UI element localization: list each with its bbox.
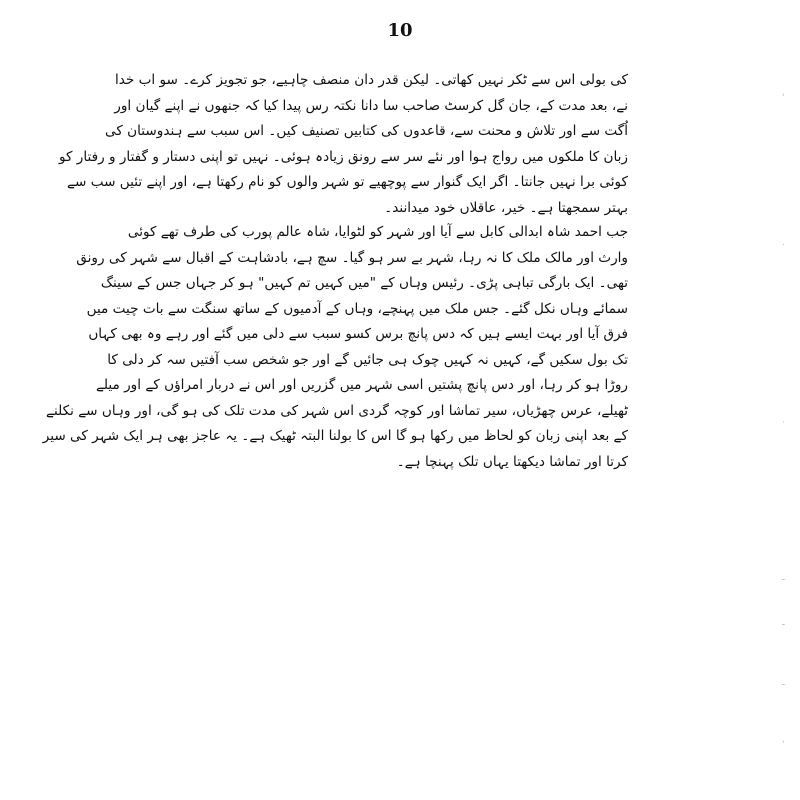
edge-mark: ـ (782, 573, 785, 583)
text-line: زبان کا ملکوں میں رواج ہوا اور نئے سر سے رونق زیادہ ہوئی۔ نہیں تو اپنی دستار و گفتار و رفتار کو (58, 148, 628, 165)
edge-mark: ' (782, 740, 785, 750)
text-line: کوئی برا نہیں جانتا۔ اگر ایک گنوار سے پوچھیے تو شہر والوں کو نام رکھتا ہے، اور اپنے تئیں سب سے (67, 174, 628, 190)
text-line: سمائے وہاں نکل گئے۔ جس ملک میں پہنچے، وہاں کے آدمیوں کے ساتھ سنگت سے بات چیت میں (86, 300, 628, 317)
edge-mark: · (782, 418, 785, 428)
text-line: تک بول سکیں گے، کہیں نہ کہیں چوک ہی جائیں گے اور جو شخص سب آفتیں سہ کر دلی کا (107, 351, 628, 368)
text-line: کرتا اور تماشا دیکھتا یہاں تلک پہنچا ہے۔ (396, 453, 628, 470)
page-number: 10 (387, 20, 413, 41)
text-line: فرق آیا اور بہت ایسے ہیں کہ دس پانچ برس کسو سبب سے دلی میں گئے اور رہے وہ بھی کہاں (88, 326, 628, 342)
edge-mark: . (782, 238, 785, 248)
paragraph-2 (42, 220, 628, 475)
edge-mark: ' (782, 93, 785, 103)
text-line: بہتر سمجھتا ہے۔ خیر، عاقلاں خود میدانند۔ (384, 199, 628, 216)
edge-mark: ـ (782, 678, 785, 688)
text-line: ٹھیلے، عرس چھڑیاں، سیر تماشا اور کوچہ گردی اس شہر کی مدت تلک کی ہو گی، اور وہاں سے نکلنے (46, 402, 628, 419)
edge-mark: ـ (782, 618, 785, 628)
text-line: کی بولی اس سے ٹکر نہیں کھاتی۔ لیکن قدر دان منصف چاہیے، جو تجویز کرے۔ سو اب خدا (114, 72, 628, 88)
text-line: وارث اور مالک ملک کا نہ رہا، شہر بے سر ہو گیا۔ سچ ہے، بادشاہت کے اقبال سے شہر کی رونق (76, 249, 628, 266)
text-line: کے بعد اپنی زبان کو لحاظ میں رکھا ہو گا اس کا بولنا البتہ ٹھیک ہے۔ یہ عاجز بھی ہر ایک شہر کی سیر (42, 428, 628, 444)
text-line: نے، بعد مدت کے، جان گل کرسٹ صاحب سا دانا نکتہ رس پیدا کیا کہ جنھوں نے اپنے گیان اور (114, 97, 628, 114)
text-line: جب احمد شاہ ابدالی کابل سے آیا اور شہر کو لٹوایا، شاہ عالم پورب کی طرف تھے کوئی (127, 224, 628, 240)
text-line: روڑا ہو کر رہا، اور دس پانچ پشتیں اسی شہر میں گزریں اور اس نے دربار امراؤں کے اور میلے (95, 377, 628, 393)
text-line: تھی۔ ایک بارگی تباہی پڑی۔ رئیس وہاں کے "میں کہیں تم کہیں" ہو کر جہاں جس کے سینگ (100, 275, 628, 291)
text-line: اُگت سے اور تلاش و محنت سے، قاعدوں کی کتابیں تصنیف کیں۔ اس سبب سے ہندوستان کی (105, 123, 628, 139)
paragraph-1 (58, 68, 628, 221)
